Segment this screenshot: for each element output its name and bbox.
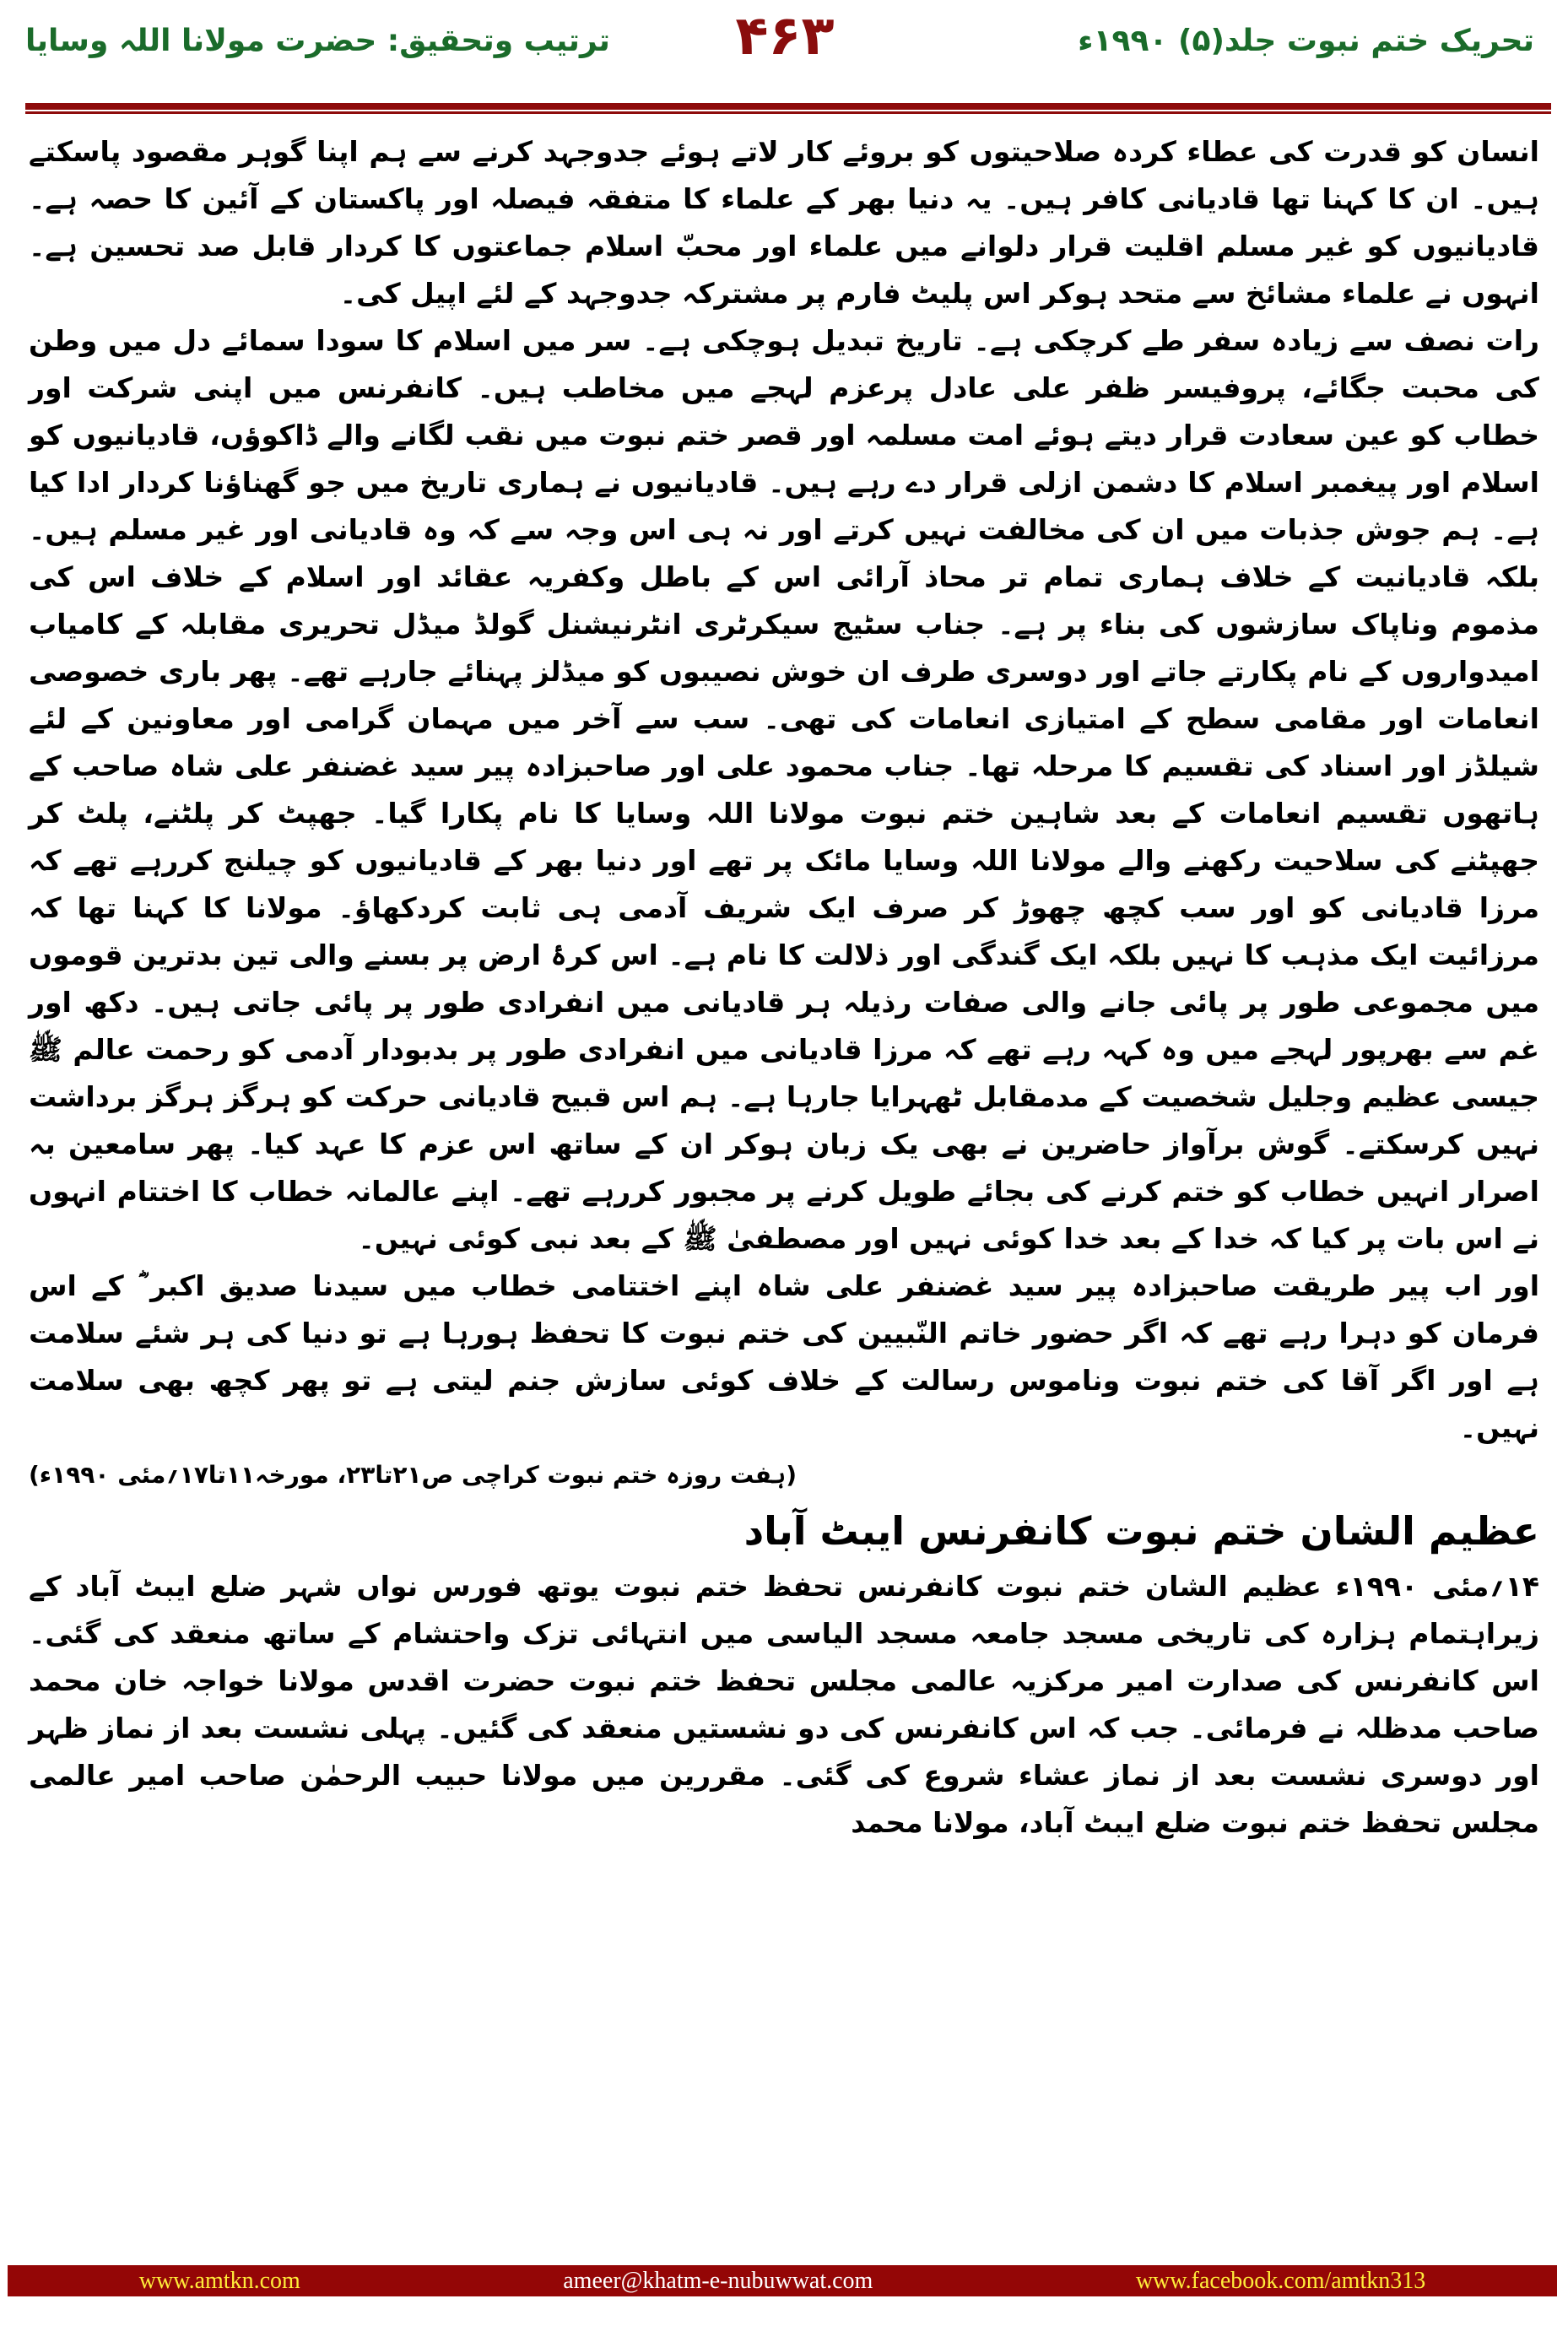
paragraph: اور اب پیر طریقت صاحبزادہ پیر سید غضنفر علی شاہ اپنے اختتامی خطاب میں سیدنا صدیق اکبر ؓ کے اس فرمان کو دہرا رہے تھے کہ اگر حضور خاتم النّبیین کی ختم نبوت کا تحفظ ہورہا ہے تو دنیا کی ہر شئے سلامت ہے اور اگر آقا کی ختم نبوت وناموس رسالت کے خلاف کوئی سازش جنم لیتی ہے تو پھر کچھ بھی سلامت نہیں۔ [29, 1269, 1539, 1444]
header-rule-thin [25, 111, 1551, 114]
paragraph: انسان کو قدرت کی عطاء کردہ صلاحیتوں کو بروئے کار لاتے ہوئے جدوجہد کرنے سے ہم اپنا گوہر مقصود پاسکتے ہیں۔ ان کا کہنا تھا قادیانی کافر ہیں۔ یہ دنیا بھر کے علماء کا متفقہ فیصلہ اور پاکستان کے آئین کا حصہ ہے۔ قادیانیوں کو غیر مسلم اقلیت قرار دلوانے میں علماء اور محبّ اسلام جماعتوں کا کردار قابل صد تحسین ہے۔ انہوں نے علماء مشائخ سے متحد ہوکر اس پلیٹ فارم پر مشترکہ جدوجہد کے لئے اپیل کی۔ [29, 135, 1539, 310]
compiler-credit: ترتیب وتحقیق: حضرت مولانا اللہ وسایا [25, 24, 610, 58]
facebook-link[interactable]: www.facebook.com/amtkn313 [1135, 2267, 1426, 2294]
header-rule-thick [25, 103, 1551, 110]
citation-row [29, 1452, 1539, 1499]
paragraph: رات نصف سے زیادہ سفر طے کرچکی ہے۔ تاریخ تبدیل ہوچکی ہے۔ سر میں اسلام کا سودا سمائے دل میں وطن کی محبت جگائے، پروفیسر ظفر علی عادل پرعزم لہجے میں مخاطب ہیں۔ کانفرنس میں اپنی شرکت اور خطاب کو عین سعادت قرار دیتے ہوئے امت مسلمہ اور قصر ختم نبوت میں نقب لگانے والے ڈاکوؤں، قادیانیوں کو اسلام اور پیغمبر اسلام کا دشمن ازلی قرار دے رہے ہیں۔ قادیانیوں نے ہماری تاریخ میں جو گھناؤنا کردار ادا کیا ہے۔ ہم جوش جذبات میں ان کی مخالفت نہیں کرتے اور نہ ہی اس وجہ سے کہ وہ قادیانی اور غیر مسلم ہیں۔ بلکہ قادیانیت کے خلاف ہماری تمام تر محاذ آرائی اس کے باطل وکفریہ عقائد اور اسلام کے خلاف اس کی مذموم وناپاک سازشوں کی بناء پر ہے۔ جناب سٹیج سیکرٹری انٹرنیشنل گولڈ میڈل تحریری مقابلہ کے کامیاب امیدواروں کے نام پکارتے جاتے اور دوسری طرف ان خوش نصیبوں کو میڈلز پہنائے جارہے تھے۔ پھر باری خصوصی انعامات اور مقامی سطح کے امتیازی انعامات کی تھی۔ سب سے آخر میں مہمان گرامی اور معاونین کے لئے شیلڈز اور اسناد کی تقسیم کا مرحلہ تھا۔ جناب محمود علی اور صاحبزادہ پیر سید غضنفر علی شاہ صاحب کے ہاتھوں تقسیم انعامات کے بعد شاہین ختم نبوت مولانا اللہ وسایا کا نام پکارا گیا۔ جھپٹ کر پلٹنے، پلٹ کر جھپٹنے کی سلاحیت رکھنے والے مولانا اللہ وسایا مائک پر تھے اور دنیا بھر کے قادیانیوں کو چیلنج کررہے تھے کہ مرزا قادیانی کو اور سب کچھ چھوڑ کر صرف ایک شریف آدمی ہی ثابت کردکھاؤ۔ مولانا کا کہنا تھا کہ مرزائیت ایک مذہب کا نہیں بلکہ ایک گندگی اور ذلالت کا نام ہے۔ اس کرۂ ارض پر بسنے والی تین بدترین قوموں میں مجموعی طور پر پائی جانے والی صفات رذیلہ ہر قادیانی میں انفرادی طور پر پائی جاتی ہیں۔ دکھ اور غم سے بھرپور لہجے میں وہ کہہ رہے تھے کہ مرزا قادیانی میں انفرادی طور پر بدبودار آدمی کو رحمت عالم ﷺ جیسی عظیم وجلیل شخصیت کے مدمقابل ٹھہرایا جارہا ہے۔ ہم اس قبیح قادیانی حرکت کو ہرگز ہرگز برداشت نہیں کرسکتے۔ گوش برآواز حاضرین نے بھی یک زبان ہوکر ان کے ساتھ اس عزم کا عہد کیا۔ پھر سامعین بہ اصرار انہیں خطاب کو ختم کرنے کی بجائے طویل کرنے پر مجبور کررہے تھے۔ اپنے عالمانہ خطاب کا اختتام انہوں نے اس بات پر کیا کہ خدا کے بعد خدا کوئی نہیں اور مصطفیٰ ﷺ کے بعد نبی کوئی نہیں۔ [29, 324, 1539, 1255]
paragraph: ۱۴؍مئی ۱۹۹۰ء عظیم الشان ختم نبوت کانفرنس تحفظ ختم نبوت یوتھ فورس نواں شہر ضلع ایبٹ آباد کے زیراہتمام ہزارہ کی تاریخی مسجد جامعہ مسجد الیاسی میں انتہائی تزک واحتشام کے ساتھ منعقد کی گئی۔ اس کانفرنس کی صدارت امیر مرکزیہ عالمی مجلس تحفظ ختم نبوت حضرت اقدس مولانا خواجہ خان محمد صاحب مدظلہ نے فرمائی۔ جب کہ اس کانفرنس کی دو نشستیں منعقد کی گئیں۔ پہلی نشست بعد از نماز ظہر اور دوسری نشست بعد از نماز عشاء شروع کی گئی۔ مقررین میں مولانا حبیب الرحمٰن صاحب امیر عالمی مجلس تحفظ ختم نبوت ضلع ایبٹ آباد، مولانا محمد [29, 1570, 1539, 1839]
book-title: تحریک ختم نبوت جلد(۵) ۱۹۹۰ء [1078, 24, 1534, 58]
section-heading: عظیم الشان ختم نبوت کانفرنس ایبٹ آباد [743, 1508, 1539, 1554]
article-body [29, 128, 1539, 2260]
email-link[interactable]: ameer@khatm-e-nubuwwat.com [563, 2267, 873, 2294]
source-citation: (ہفت روزہ ختم نبوت کراچی ص۲۱تا۲۳، مورخہ۱۱تا۱۷؍مئی ۱۹۹۰ء) [29, 1461, 797, 1489]
page-footer [8, 2265, 1557, 2296]
website-link[interactable]: www.amtkn.com [138, 2267, 300, 2294]
page-number: ۴۶۳ [735, 5, 835, 68]
page-header [25, 0, 1544, 127]
